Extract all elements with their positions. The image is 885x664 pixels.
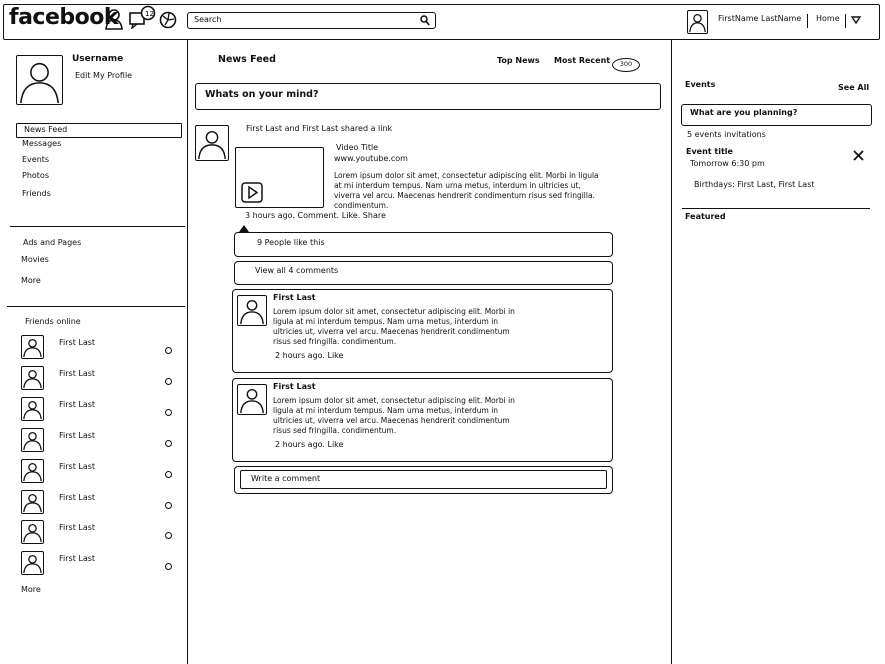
friend-avatar[interactable]	[21, 490, 44, 514]
online-status-icon	[165, 502, 172, 509]
comment-text: Lorem ipsum dolor sit amet, consectetur adipiscing elit. Morbi in ligula at mi interdum tempus. Nam urna metus, interdum in ultricies ut, viverra vel arcu. Maecenas hendrerit condimentum risus sed fringilla. condimentum.	[273, 396, 515, 435]
right-divider	[682, 208, 870, 209]
account-chevron-down-icon[interactable]	[851, 15, 861, 25]
friend-name[interactable]: First Last	[59, 431, 96, 440]
view-all-comments-text: View all 4 comments	[255, 266, 339, 275]
comment	[232, 378, 613, 462]
comment-author[interactable]: First Last	[273, 293, 316, 302]
comment-author[interactable]: First Last	[273, 382, 316, 391]
friend-name[interactable]: First Last	[59, 493, 96, 502]
sidebar-item-photos[interactable]: Photos	[22, 171, 49, 180]
write-comment-placeholder: Write a comment	[251, 474, 321, 483]
sidebar-item-ads-and-pages[interactable]: Ads and Pages	[23, 238, 82, 247]
most-recent-count-badge[interactable]	[612, 58, 640, 72]
comment-meta[interactable]: 2 hours ago. Like	[275, 351, 344, 360]
online-status-icon	[165, 378, 172, 385]
video-description: Lorem ipsum dolor sit amet, consectetur adipiscing elit. Morbi in ligula at mi interdum tempus. Nam urna metus, interdum in ultricies ut, viverra vel arcu. Maecenas hendrerit condimentum risus sed fringilla. condimentum.	[334, 171, 599, 210]
comment-text: Lorem ipsum dolor sit amet, consectetur adipiscing elit. Morbi in ligula at mi interdum tempus. Nam urna metus, interdum in ultricies ut, viverra vel arcu. Maecenas hendrerit condimentum risus sed fringilla. condimentum.	[273, 307, 515, 346]
video-title[interactable]: Video Title	[336, 143, 379, 152]
friends-more-link[interactable]: More	[21, 585, 41, 594]
home-link[interactable]: Home	[816, 14, 840, 23]
search-box[interactable]	[187, 12, 436, 29]
friend-requests-icon[interactable]	[103, 8, 125, 30]
left-column-divider	[187, 40, 188, 664]
sidebar-item-movies[interactable]: Movies	[21, 255, 49, 264]
post-likes[interactable]	[234, 232, 613, 257]
close-icon[interactable]	[853, 150, 864, 161]
friends-online-title: Friends online	[25, 317, 81, 326]
profile-avatar[interactable]	[16, 55, 63, 105]
likes-text: 9 People like this	[257, 238, 325, 247]
video-thumbnail[interactable]	[235, 147, 324, 208]
sidebar-item-more[interactable]: More	[21, 276, 41, 285]
sidebar-item-events[interactable]: Events	[22, 155, 50, 164]
events-title: Events	[685, 80, 716, 89]
friend-avatar[interactable]	[21, 551, 44, 575]
friend-name[interactable]: First Last	[59, 400, 96, 409]
see-all-link[interactable]: See All	[838, 83, 870, 92]
edit-profile-link[interactable]: Edit My Profile	[75, 71, 133, 80]
sidebar-item-messages[interactable]: Messages	[22, 139, 62, 148]
friend-avatar[interactable]	[21, 520, 44, 544]
news-feed-title: News Feed	[218, 54, 276, 65]
planning-prompt: What are you planning?	[690, 108, 798, 117]
count-text: 300	[619, 60, 633, 68]
friend-avatar[interactable]	[21, 397, 44, 421]
online-status-icon	[165, 471, 172, 478]
notifications-globe-icon[interactable]	[159, 11, 177, 29]
divider	[807, 14, 808, 28]
event-time: Tomorrow 6:30 pm	[690, 159, 765, 168]
friend-avatar[interactable]	[21, 459, 44, 483]
search-input-placeholder: Search	[194, 15, 222, 24]
logo[interactable]: facebook	[9, 5, 118, 30]
event-invitations-link[interactable]: 5 events invitations	[687, 130, 766, 139]
messages-icon[interactable]	[128, 5, 156, 29]
online-status-icon	[165, 409, 172, 416]
view-all-comments[interactable]	[234, 261, 613, 285]
sidebar-item-news-feed[interactable]: News Feed	[24, 125, 68, 134]
friend-avatar[interactable]	[21, 428, 44, 452]
event-title[interactable]: Event title	[686, 147, 733, 156]
svg-text:12: 12	[145, 10, 154, 18]
comment-avatar[interactable]	[237, 295, 267, 326]
friend-avatar[interactable]	[21, 366, 44, 390]
sidebar-divider	[7, 306, 185, 307]
online-status-icon	[165, 532, 172, 539]
birthdays-line[interactable]: Birthdays: First Last, First Last	[694, 180, 815, 189]
likes-pointer	[239, 225, 249, 232]
search-icon[interactable]	[420, 15, 430, 26]
sidebar-item-friends[interactable]: Friends	[22, 189, 51, 198]
post-author-line[interactable]: First Last and First Last shared a link	[246, 124, 393, 133]
comment-meta[interactable]: 2 hours ago. Like	[275, 440, 344, 449]
user-name-link[interactable]: FirstName LastName	[718, 14, 802, 23]
profile-username[interactable]: Username	[72, 54, 124, 64]
tab-top-news[interactable]: Top News	[497, 56, 540, 65]
post-author-avatar[interactable]	[195, 125, 229, 161]
play-icon[interactable]	[241, 182, 263, 203]
video-url[interactable]: www.youtube.com	[334, 154, 408, 163]
status-prompt: Whats on your mind?	[205, 89, 319, 100]
friend-name[interactable]: First Last	[59, 338, 96, 347]
planning-input[interactable]	[681, 104, 872, 126]
comment-avatar[interactable]	[237, 384, 267, 415]
status-input[interactable]	[195, 83, 661, 110]
friend-name[interactable]: First Last	[59, 554, 96, 563]
write-comment-box[interactable]	[234, 466, 613, 494]
friend-name[interactable]: First Last	[59, 369, 96, 378]
post-meta-actions[interactable]: 3 hours ago. Comment. Like. Share	[245, 211, 386, 220]
online-status-icon	[165, 563, 172, 570]
friend-name[interactable]: First Last	[59, 462, 96, 471]
divider	[845, 14, 846, 28]
online-status-icon	[165, 440, 172, 447]
right-column-divider	[671, 40, 672, 664]
user-avatar[interactable]	[687, 10, 708, 34]
tab-most-recent[interactable]: Most Recent	[554, 56, 611, 65]
friend-name[interactable]: First Last	[59, 523, 96, 532]
comment	[232, 289, 613, 373]
friend-avatar[interactable]	[21, 335, 44, 359]
sidebar-divider	[10, 226, 185, 227]
featured-title: Featured	[685, 212, 726, 221]
online-status-icon	[165, 347, 172, 354]
write-comment-input[interactable]	[240, 470, 607, 489]
